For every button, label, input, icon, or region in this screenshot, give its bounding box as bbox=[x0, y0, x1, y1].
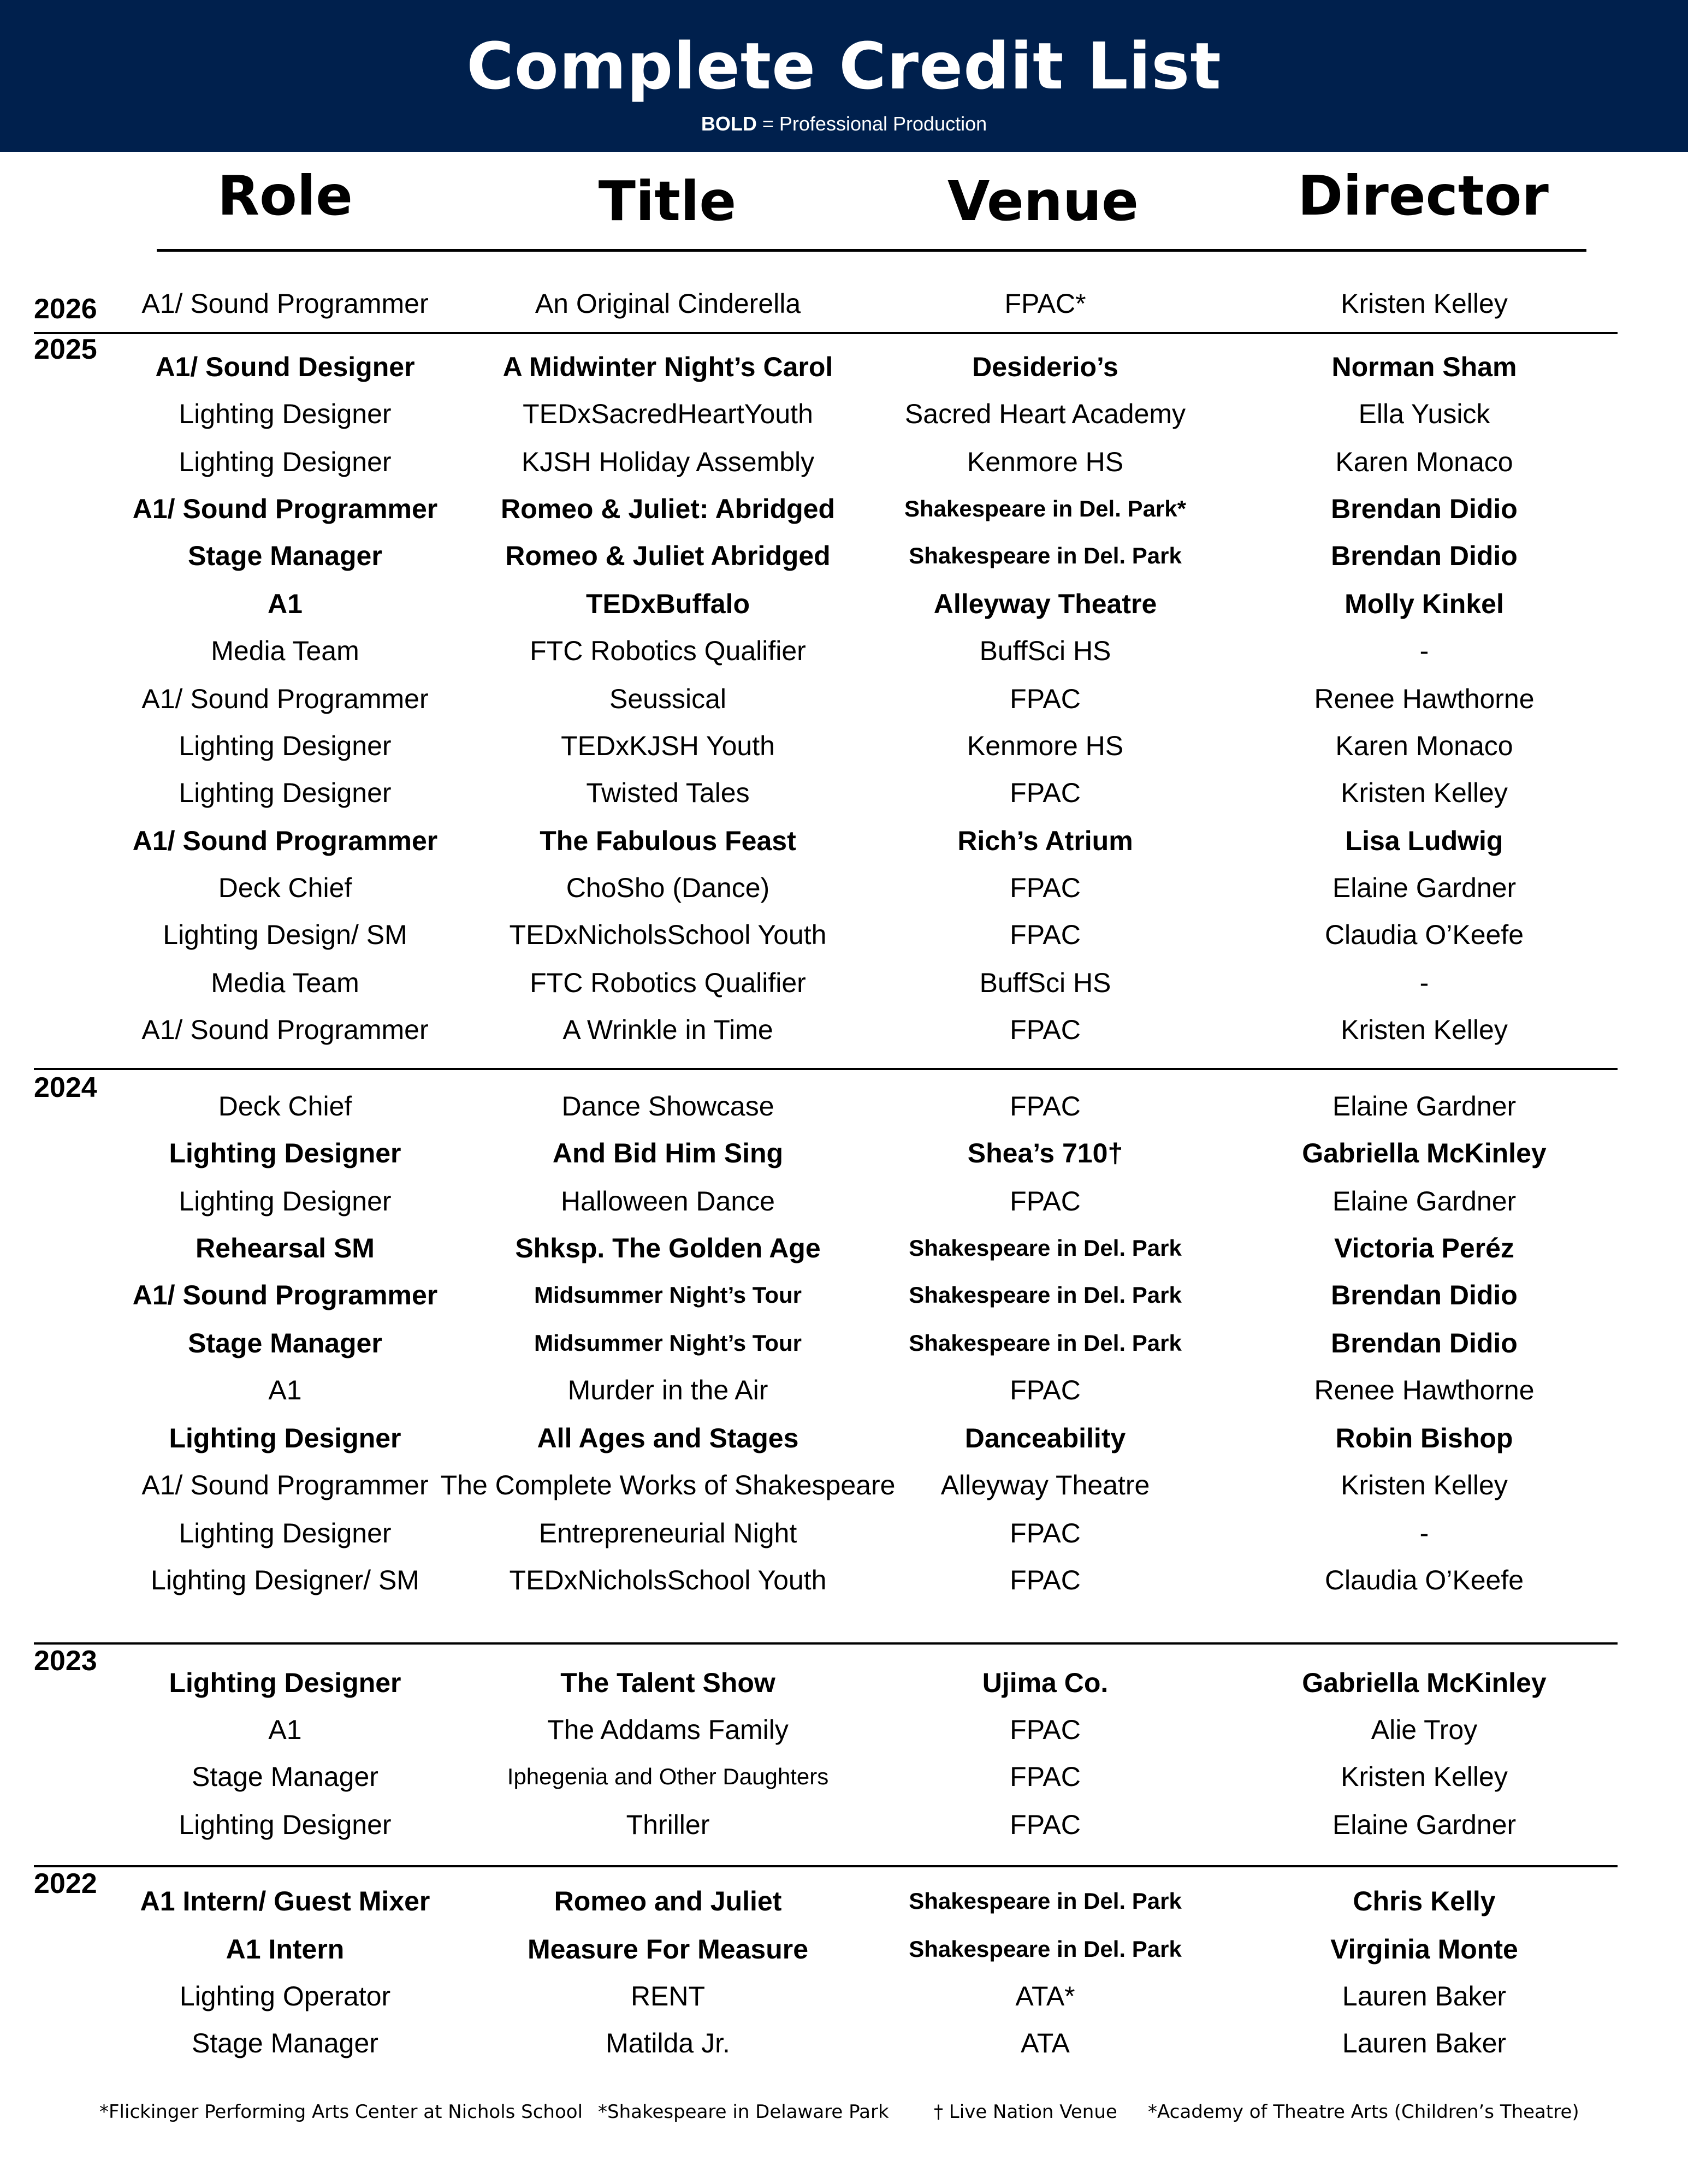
role-cell: Lighting Designer bbox=[179, 1809, 392, 1840]
credit-row bbox=[0, 677, 1688, 721]
director-cell: Kristen Kelley bbox=[1341, 1470, 1508, 1500]
title-cell: RENT bbox=[630, 1981, 706, 2011]
title-cell: TEDxSacredHeartYouth bbox=[523, 399, 813, 429]
credit-row bbox=[0, 392, 1688, 436]
venue-cell: FPAC bbox=[1010, 778, 1081, 808]
director-cell: Kristen Kelley bbox=[1341, 778, 1508, 808]
credit-row bbox=[0, 440, 1688, 484]
venue-cell: Ujima Co. bbox=[982, 1667, 1109, 1698]
title-cell: Matilda Jr. bbox=[606, 2028, 730, 2058]
title-cell: TEDxNicholsSchool Youth bbox=[509, 1565, 827, 1595]
director-cell: Kristen Kelley bbox=[1341, 1014, 1508, 1045]
director-cell: Renee Hawthorne bbox=[1314, 684, 1535, 714]
venue-cell: Shakespeare in Del. Park bbox=[909, 1888, 1182, 1914]
director-cell: Claudia O’Keefe bbox=[1324, 919, 1524, 950]
venue-cell: Desiderio’s bbox=[972, 352, 1118, 382]
year-label: 2025 bbox=[34, 334, 97, 365]
role-cell: A1/ Sound Programmer bbox=[132, 494, 438, 524]
director-cell: Kristen Kelley bbox=[1341, 288, 1508, 319]
role-cell: A1/ Sound Programmer bbox=[132, 1280, 438, 1310]
title-banner bbox=[0, 0, 1688, 152]
venue-cell: ATA bbox=[1021, 2028, 1070, 2058]
role-cell: A1/ Sound Programmer bbox=[141, 1470, 429, 1500]
title-cell: Twisted Tales bbox=[586, 778, 750, 808]
director-cell: Brendan Didio bbox=[1331, 494, 1518, 524]
role-cell: Lighting Designer bbox=[179, 731, 392, 761]
venue-cell: ATA* bbox=[1015, 1981, 1075, 2011]
title-cell: The Complete Works of Shakespeare bbox=[440, 1470, 896, 1500]
title-cell: The Addams Family bbox=[547, 1714, 789, 1745]
title-cell: Romeo and Juliet bbox=[554, 1886, 782, 1916]
director-cell: Lisa Ludwig bbox=[1345, 826, 1503, 856]
title-cell: All Ages and Stages bbox=[537, 1423, 799, 1453]
title-cell: TEDxNicholsSchool Youth bbox=[509, 919, 827, 950]
credit-row bbox=[0, 1008, 1688, 1052]
role-cell: Lighting Designer bbox=[179, 447, 392, 477]
venue-cell: Shakespeare in Del. Park bbox=[909, 543, 1182, 568]
credit-row bbox=[0, 629, 1688, 673]
director-cell: Norman Sham bbox=[1331, 352, 1517, 382]
title-cell: Romeo & Juliet Abridged bbox=[505, 541, 831, 571]
credit-row bbox=[0, 282, 1688, 325]
credit-row bbox=[0, 819, 1688, 863]
venue-cell: Kenmore HS bbox=[967, 731, 1124, 761]
credit-row bbox=[0, 724, 1688, 768]
title-cell: A Wrinkle in Time bbox=[562, 1014, 773, 1045]
title-cell: Seussical bbox=[609, 684, 726, 714]
title-cell: Entrepreneurial Night bbox=[538, 1518, 797, 1548]
role-cell: Lighting Designer bbox=[179, 399, 392, 429]
director-cell: Lauren Baker bbox=[1342, 2028, 1507, 2058]
role-cell: Lighting Designer bbox=[179, 1518, 392, 1548]
role-cell: Lighting Designer bbox=[169, 1423, 401, 1453]
role-cell: Lighting Design/ SM bbox=[163, 919, 407, 950]
bold-legend-key: BOLD bbox=[701, 112, 757, 135]
title-cell: And Bid Him Sing bbox=[552, 1138, 784, 1168]
credit-row bbox=[0, 961, 1688, 1005]
venue-cell: Alleyway Theatre bbox=[940, 1470, 1150, 1500]
title-cell: Midsummer Night’s Tour bbox=[534, 1330, 802, 1356]
venue-cell: BuffSci HS bbox=[979, 636, 1111, 666]
director-cell: Karen Monaco bbox=[1335, 447, 1513, 477]
role-cell: A1 Intern bbox=[226, 1934, 345, 1965]
credit-row bbox=[0, 1321, 1688, 1365]
venue-cell: FPAC bbox=[1010, 1014, 1081, 1045]
venue-cell: FPAC bbox=[1010, 1714, 1081, 1745]
venue-cell: Danceability bbox=[964, 1423, 1126, 1453]
director-cell: Molly Kinkel bbox=[1345, 589, 1504, 619]
role-cell: Lighting Designer/ SM bbox=[151, 1565, 419, 1595]
director-cell: Brendan Didio bbox=[1331, 1328, 1518, 1358]
venue-cell: FPAC bbox=[1010, 1375, 1081, 1405]
director-cell: - bbox=[1419, 968, 1429, 998]
credit-row bbox=[0, 913, 1688, 957]
director-cell: Elaine Gardner bbox=[1332, 873, 1517, 903]
director-cell: Ella Yusick bbox=[1358, 399, 1490, 429]
column-header-director: Director bbox=[1298, 164, 1549, 228]
venue-cell: FPAC bbox=[1010, 1518, 1081, 1548]
year-divider bbox=[34, 1068, 1618, 1070]
title-cell: Iphegenia and Other Daughters bbox=[507, 1764, 829, 1789]
role-cell: Deck Chief bbox=[218, 873, 352, 903]
column-header-title: Title bbox=[598, 169, 737, 233]
director-cell: Elaine Gardner bbox=[1332, 1186, 1517, 1216]
year-divider bbox=[34, 1865, 1618, 1867]
title-cell: FTC Robotics Qualifier bbox=[530, 968, 806, 998]
credit-row bbox=[0, 1927, 1688, 1971]
director-cell: Brendan Didio bbox=[1331, 541, 1518, 571]
title-cell: Murder in the Air bbox=[567, 1375, 768, 1405]
venue-cell: Sacred Heart Academy bbox=[904, 399, 1186, 429]
director-cell: Chris Kelly bbox=[1353, 1886, 1496, 1916]
year-label: 2024 bbox=[34, 1072, 97, 1103]
role-cell: Media Team bbox=[211, 636, 359, 666]
title-cell: Measure For Measure bbox=[527, 1934, 809, 1965]
credit-row bbox=[0, 1179, 1688, 1223]
venue-cell: Shea’s 710† bbox=[967, 1138, 1123, 1168]
role-cell: Stage Manager bbox=[192, 1761, 378, 1792]
venue-cell: Shakespeare in Del. Park bbox=[909, 1330, 1182, 1356]
credit-row bbox=[0, 534, 1688, 578]
title-cell: The Fabulous Feast bbox=[540, 826, 796, 856]
title-cell: TEDxKJSH Youth bbox=[561, 731, 775, 761]
role-cell: Lighting Designer bbox=[169, 1138, 401, 1168]
credit-row bbox=[0, 1974, 1688, 2018]
director-cell: Gabriella McKinley bbox=[1302, 1138, 1547, 1168]
director-cell: Robin Bishop bbox=[1335, 1423, 1513, 1453]
title-cell: Romeo & Juliet: Abridged bbox=[500, 494, 836, 524]
role-cell: A1 bbox=[268, 1375, 302, 1405]
credit-row bbox=[0, 1708, 1688, 1752]
year-label: 2026 bbox=[34, 293, 97, 325]
venue-cell: Kenmore HS bbox=[967, 447, 1124, 477]
title-cell: Dance Showcase bbox=[561, 1091, 774, 1121]
year-label: 2022 bbox=[34, 1868, 97, 1900]
credit-row bbox=[0, 1558, 1688, 1602]
role-cell: Stage Manager bbox=[188, 1328, 382, 1358]
year-divider bbox=[34, 1642, 1618, 1645]
column-header-venue: Venue bbox=[947, 169, 1139, 233]
credit-row bbox=[0, 2021, 1688, 2065]
title-cell: KJSH Holiday Assembly bbox=[521, 447, 815, 477]
director-cell: Elaine Gardner bbox=[1332, 1091, 1517, 1121]
venue-cell: FPAC bbox=[1010, 1809, 1081, 1840]
role-cell: Lighting Designer bbox=[179, 1186, 392, 1216]
title-cell: Shksp. The Golden Age bbox=[515, 1233, 821, 1263]
venue-cell: FPAC* bbox=[1004, 288, 1086, 319]
title-cell: A Midwinter Night’s Carol bbox=[502, 352, 833, 382]
role-cell: A1/ Sound Programmer bbox=[141, 1014, 429, 1045]
venue-cell: FPAC bbox=[1010, 1761, 1081, 1792]
venue-cell: FPAC bbox=[1010, 1565, 1081, 1595]
venue-cell: Rich’s Atrium bbox=[957, 826, 1133, 856]
venue-cell: Shakespeare in Del. Park bbox=[909, 1235, 1182, 1261]
role-cell: A1 bbox=[268, 589, 303, 619]
director-cell: Gabriella McKinley bbox=[1302, 1667, 1547, 1698]
credit-row bbox=[0, 771, 1688, 815]
venue-cell: Alleyway Theatre bbox=[933, 589, 1157, 619]
director-cell: Victoria Peréz bbox=[1334, 1233, 1514, 1263]
venue-cell: BuffSci HS bbox=[979, 968, 1111, 998]
director-cell: - bbox=[1419, 636, 1429, 666]
role-cell: Stage Manager bbox=[192, 2028, 378, 2058]
director-cell: Karen Monaco bbox=[1335, 731, 1513, 761]
role-cell: Lighting Operator bbox=[179, 1981, 391, 2011]
credit-row bbox=[0, 1755, 1688, 1799]
director-cell: Kristen Kelley bbox=[1341, 1761, 1508, 1792]
credit-row bbox=[0, 487, 1688, 531]
venue-cell: Shakespeare in Del. Park bbox=[909, 1282, 1182, 1308]
year-label: 2023 bbox=[34, 1645, 97, 1677]
director-cell: Virginia Monte bbox=[1330, 1934, 1518, 1965]
title-cell: An Original Cinderella bbox=[535, 288, 801, 319]
venue-cell: Shakespeare in Del. Park bbox=[909, 1936, 1182, 1962]
title-cell: The Talent Show bbox=[560, 1667, 775, 1698]
credit-row bbox=[0, 1511, 1688, 1555]
director-cell: Claudia O’Keefe bbox=[1324, 1565, 1524, 1595]
credit-row bbox=[0, 1803, 1688, 1847]
role-cell: Lighting Designer bbox=[169, 1667, 401, 1698]
role-cell: A1 Intern/ Guest Mixer bbox=[140, 1886, 430, 1916]
title-cell: Thriller bbox=[626, 1809, 710, 1840]
director-cell: Alie Troy bbox=[1371, 1714, 1478, 1745]
credit-row bbox=[0, 1368, 1688, 1412]
page-title: Complete Credit List bbox=[466, 28, 1222, 104]
venue-cell: Shakespeare in Del. Park* bbox=[904, 496, 1186, 521]
credit-row bbox=[0, 1273, 1688, 1317]
title-cell: ChoSho (Dance) bbox=[566, 873, 770, 903]
director-cell: - bbox=[1419, 1518, 1429, 1548]
title-cell: Midsummer Night’s Tour bbox=[534, 1282, 802, 1308]
footnote-ata: *Academy of Theatre Arts (Children’s Theatre) bbox=[1148, 2101, 1579, 2123]
venue-cell: FPAC bbox=[1010, 919, 1081, 950]
role-cell: A1/ Sound Programmer bbox=[141, 288, 429, 319]
venue-cell: FPAC bbox=[1010, 1186, 1081, 1216]
credit-row bbox=[0, 345, 1688, 389]
credit-row bbox=[0, 1226, 1688, 1270]
role-cell: A1/ Sound Programmer bbox=[132, 826, 438, 856]
credit-row bbox=[0, 1661, 1688, 1705]
year-divider bbox=[34, 332, 1618, 334]
role-cell: A1 bbox=[268, 1714, 302, 1745]
footnote-shakespeare: *Shakespeare in Delaware Park bbox=[598, 2101, 889, 2123]
role-cell: Lighting Designer bbox=[179, 778, 392, 808]
title-cell: FTC Robotics Qualifier bbox=[530, 636, 806, 666]
director-cell: Renee Hawthorne bbox=[1314, 1375, 1535, 1405]
title-cell: TEDxBuffalo bbox=[586, 589, 750, 619]
role-cell: Deck Chief bbox=[218, 1091, 352, 1121]
venue-cell: FPAC bbox=[1010, 873, 1081, 903]
bold-legend bbox=[0, 112, 1688, 135]
director-cell: Lauren Baker bbox=[1342, 1981, 1507, 2011]
credit-row bbox=[0, 1084, 1688, 1128]
credit-row bbox=[0, 1131, 1688, 1175]
role-cell: Media Team bbox=[211, 968, 359, 998]
footnote-fpac: *Flickinger Performing Arts Center at Nichols School bbox=[99, 2101, 583, 2123]
venue-cell: FPAC bbox=[1010, 1091, 1081, 1121]
header-divider bbox=[157, 249, 1586, 252]
role-cell: Stage Manager bbox=[188, 541, 382, 571]
credit-row bbox=[0, 1879, 1688, 1923]
credit-row bbox=[0, 582, 1688, 626]
credit-row bbox=[0, 1463, 1688, 1507]
director-cell: Brendan Didio bbox=[1331, 1280, 1518, 1310]
bold-legend-text: = Professional Production bbox=[756, 112, 987, 135]
director-cell: Elaine Gardner bbox=[1332, 1809, 1517, 1840]
credit-row bbox=[0, 866, 1688, 910]
role-cell: A1/ Sound Programmer bbox=[141, 684, 429, 714]
footnote-live-nation: † Live Nation Venue bbox=[934, 2101, 1117, 2123]
title-cell: Halloween Dance bbox=[561, 1186, 775, 1216]
credit-row bbox=[0, 1416, 1688, 1460]
venue-cell: FPAC bbox=[1010, 684, 1081, 714]
column-header-role: Role bbox=[217, 164, 353, 228]
role-cell: Rehearsal SM bbox=[196, 1233, 375, 1263]
role-cell: A1/ Sound Designer bbox=[155, 352, 415, 382]
